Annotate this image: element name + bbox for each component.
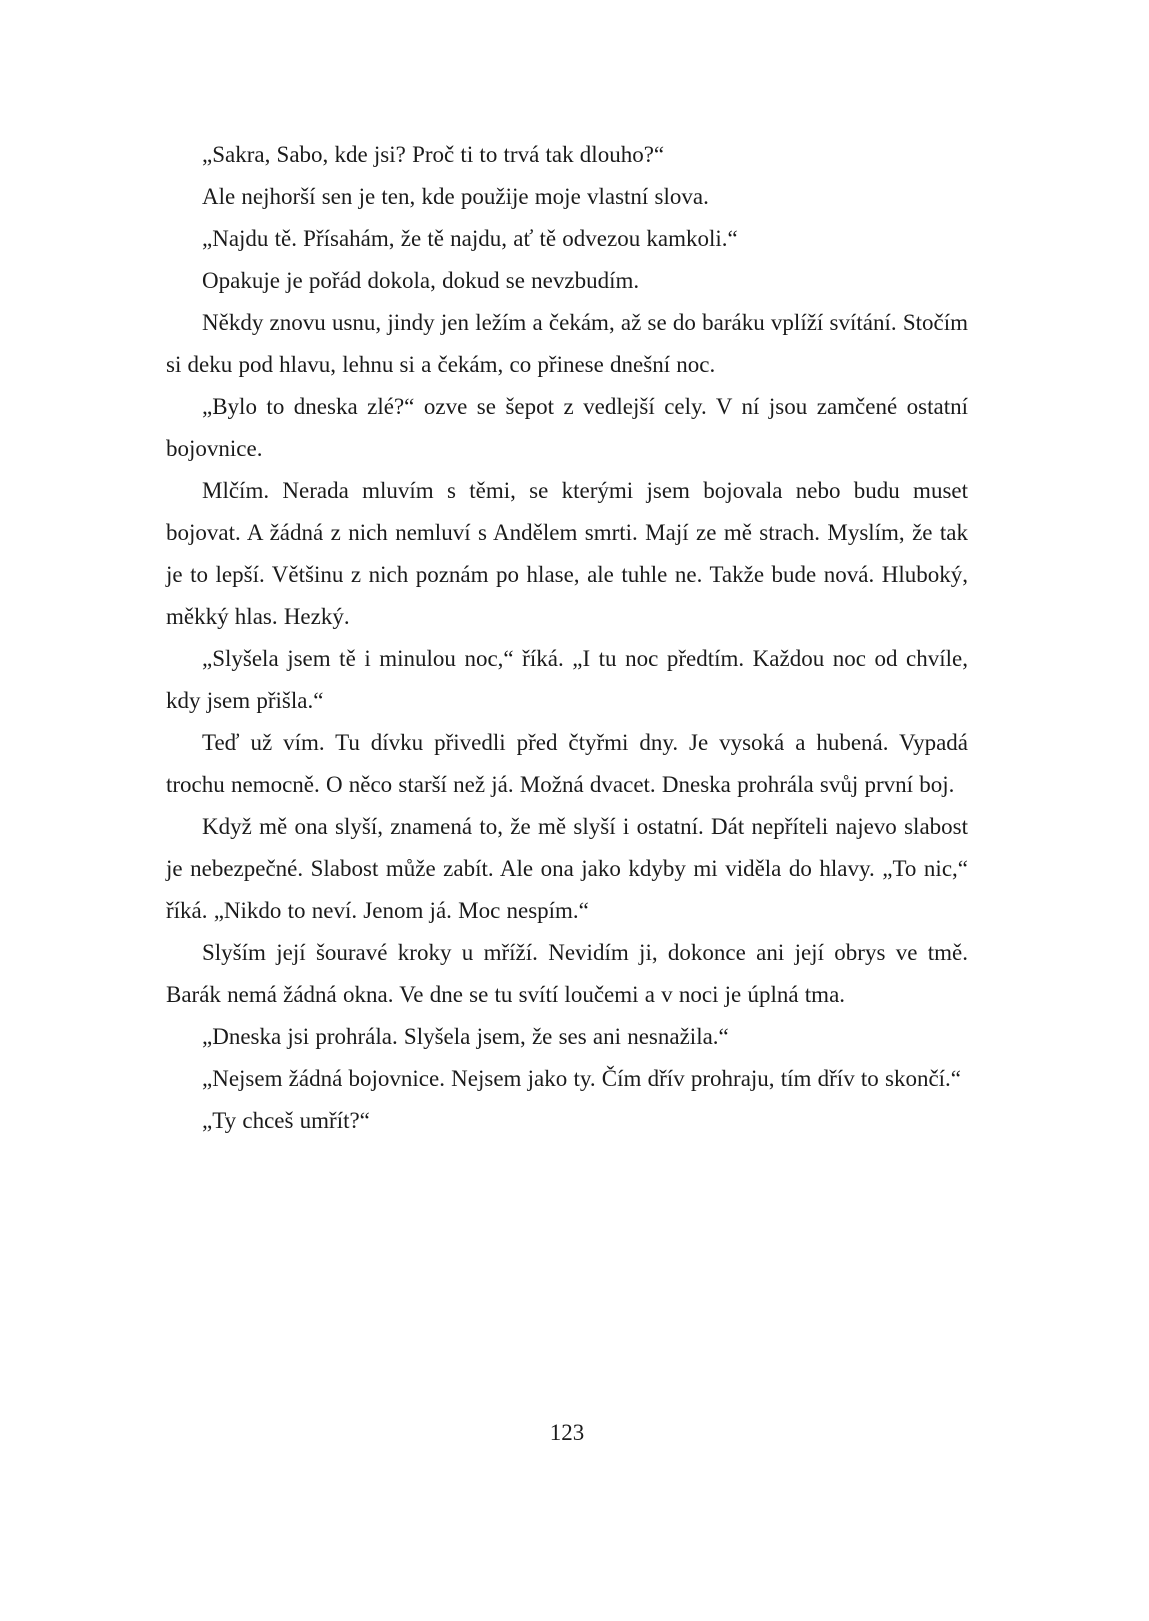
paragraph: Teď už vím. Tu dívku přivedli před čtyřmi dny. Je vysoká a hubená. Vypadá trochu nemocně. O něco starší než já. Možná dvacet. Dneska prohrála svůj první boj. [166, 730, 968, 797]
paragraph: Slyším její šouravé kroky u mříží. Nevidím ji, dokonce ani její obrys ve tmě. Barák nemá žádná okna. Ve dne se tu svítí loučemi a v noci je úplná tma. [166, 940, 968, 1007]
paragraph: „Bylo to dneska zlé?“ ozve se šepot z vedlejší cely. V ní jsou zamčené ostatní bojovnice. [166, 394, 968, 461]
paragraph: Ale nejhorší sen je ten, kde použije moje vlastní slova. [202, 184, 709, 209]
paragraph: „Najdu tě. Přísahám, že tě najdu, ať tě odvezou kamkoli.“ [202, 226, 738, 251]
paragraph: „Ty chceš umřít?“ [202, 1108, 370, 1133]
paragraph: Když mě ona slyší, znamená to, že mě slyší i ostatní. Dát nepříteli najevo slabost je nebezpečné. Slabost může zabít. Ale ona jako kdyby mi viděla do hlavy. „To nic,“ říká. „Nikdo to neví. Jenom já. Moc nespím.“ [166, 814, 968, 923]
paragraph: Mlčím. Nerada mluvím s těmi, se kterými jsem bojovala nebo budu muset bojovat. A žádná z nich nemluví s Andělem smrti. Mají ze mě strach. Myslím, že tak je to lepší. Většinu z nich poznám po hlase, ale tuhle ne. Takže bude nová. Hluboký, měkký hlas. Hezký. [166, 478, 968, 629]
paragraph: Někdy znovu usnu, jindy jen ležím a čekám, až se do baráku vplíží svítání. Stočím si deku pod hlavu, lehnu si a čekám, co přinese dnešní noc. [166, 310, 968, 377]
paragraph: „Slyšela jsem tě i minulou noc,“ říká. „I tu noc předtím. Každou noc od chvíle, kdy jsem přišla.“ [166, 646, 968, 713]
paragraph: Opakuje je pořád dokola, dokud se nevzbudím. [202, 268, 640, 293]
paragraph: „Nejsem žádná bojovnice. Nejsem jako ty. Čím dřív prohraju, tím dřív to skončí.“ [202, 1066, 962, 1091]
page-text [166, 134, 968, 1142]
paragraph: „Dneska jsi prohrála. Slyšela jsem, že ses ani nesnažila.“ [202, 1024, 729, 1049]
page-number: 123 [549, 1420, 585, 1445]
paragraph: „Sakra, Sabo, kde jsi? Proč ti to trvá tak dlouho?“ [202, 142, 665, 167]
